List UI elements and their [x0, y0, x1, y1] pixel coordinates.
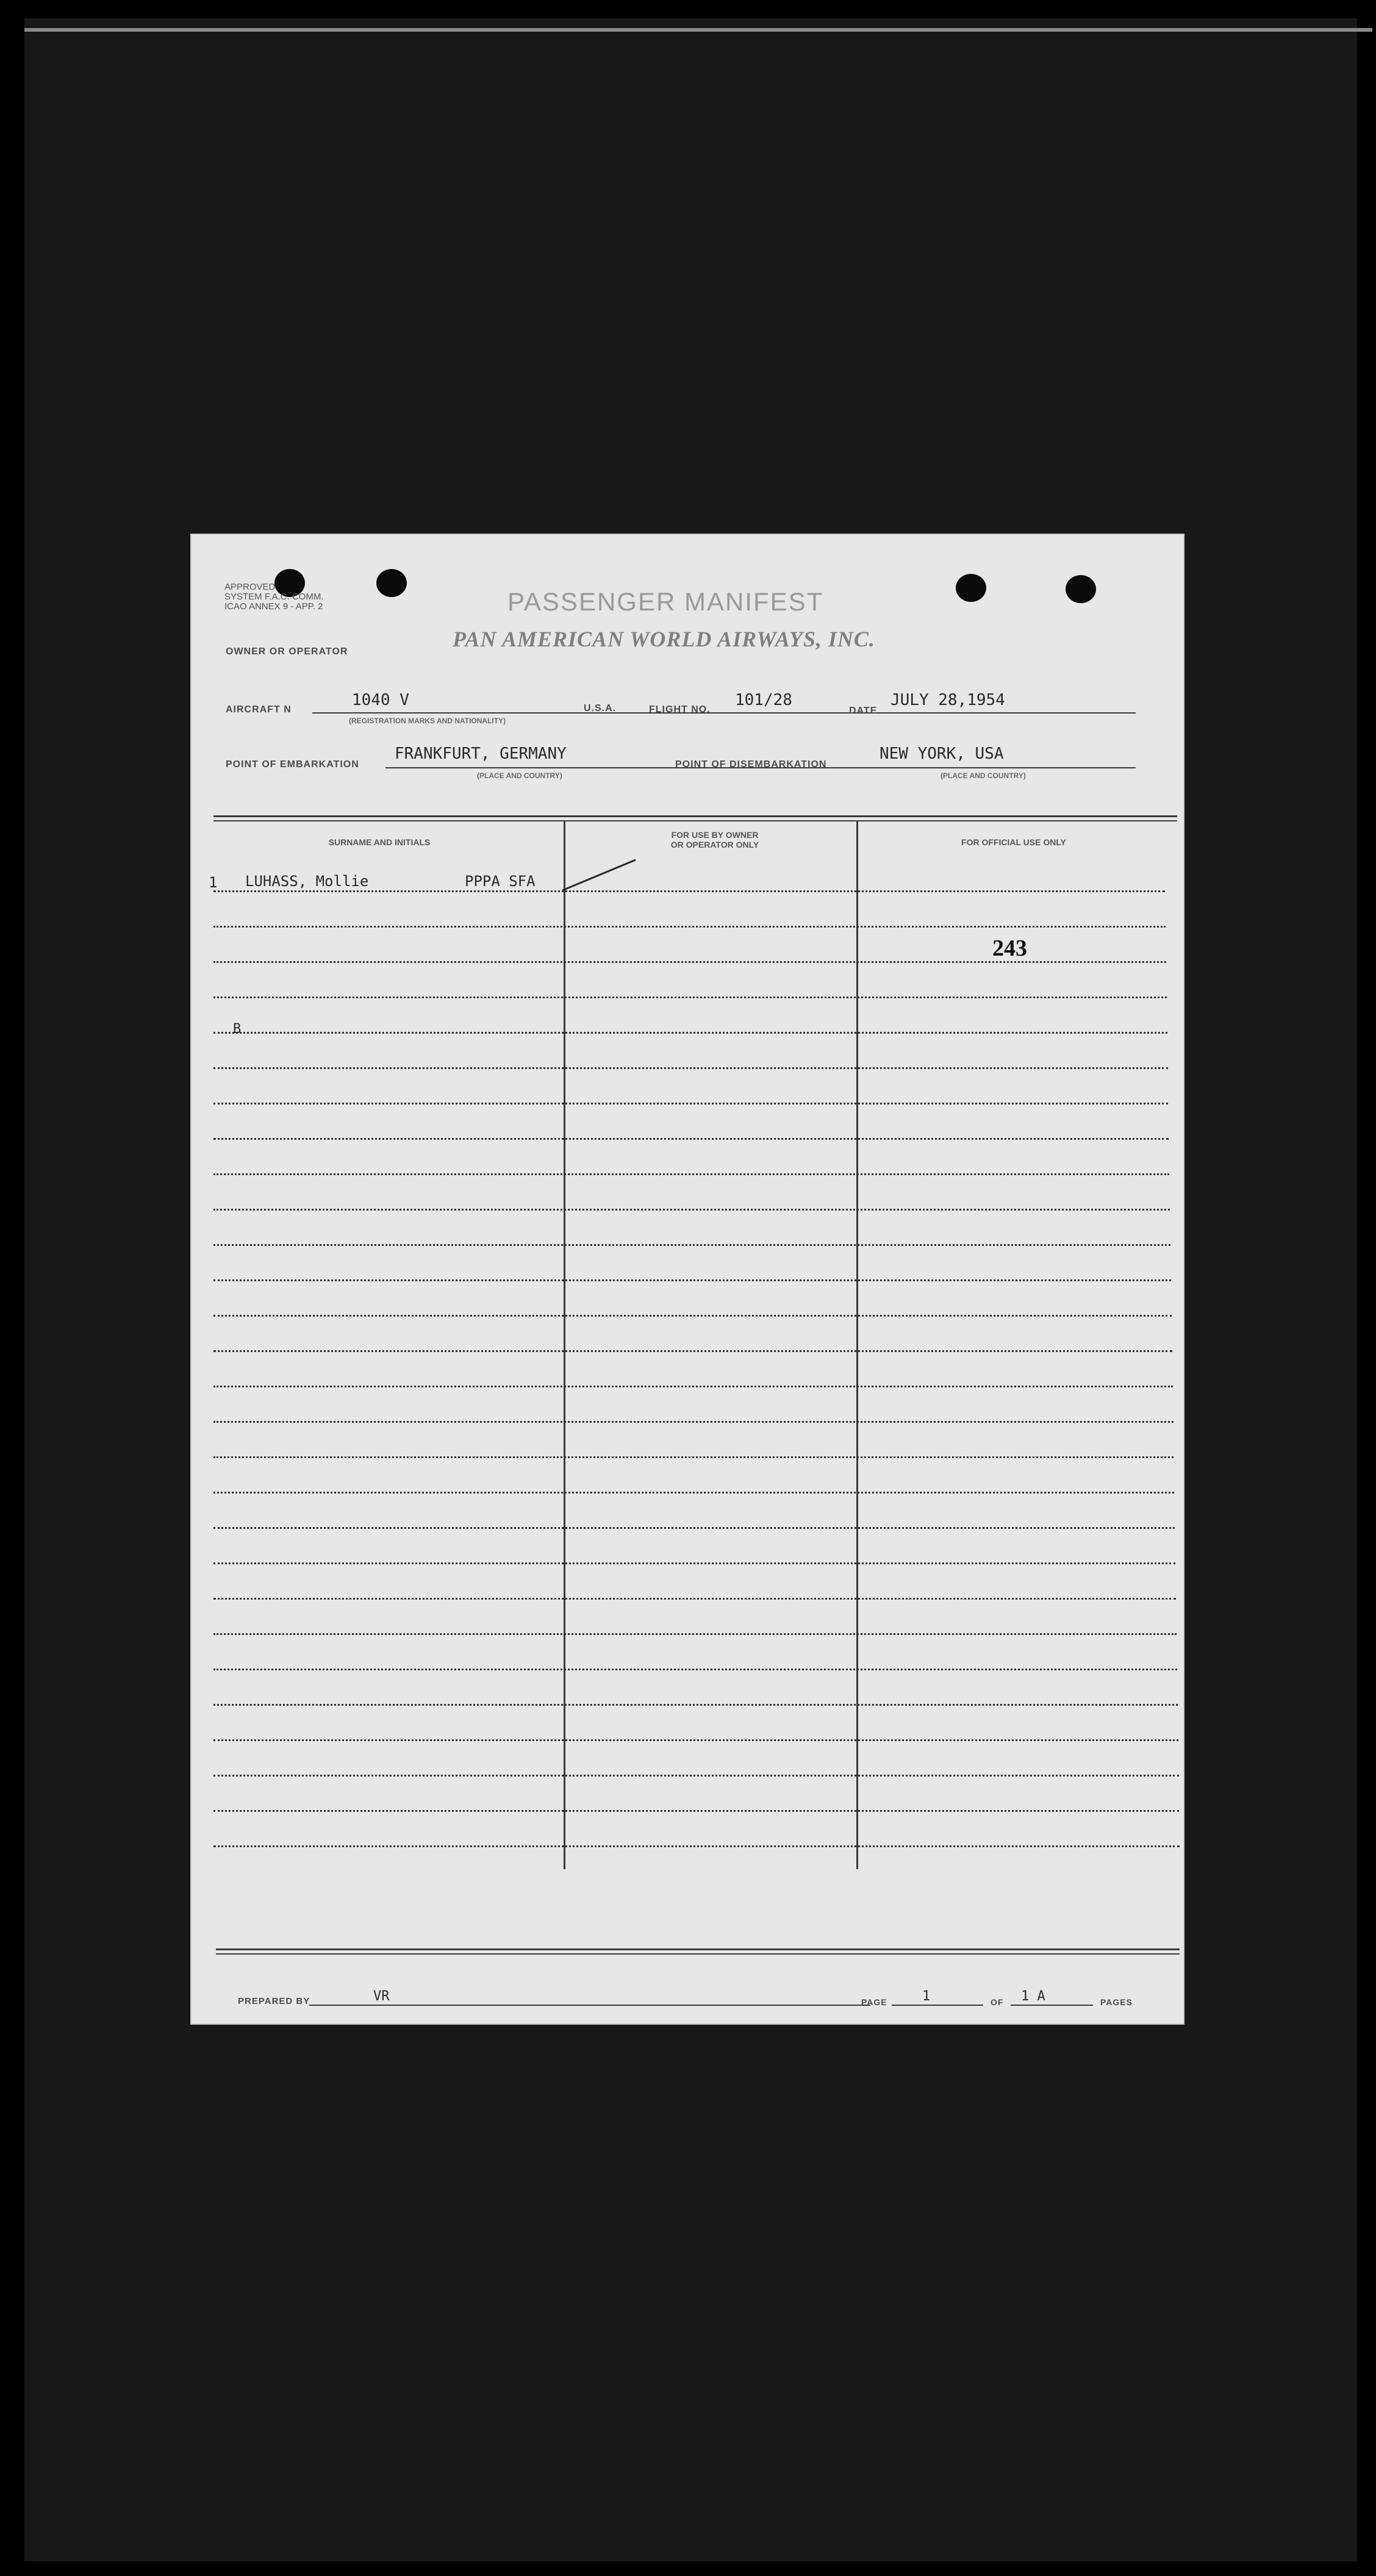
official-stamp-number: 243	[992, 936, 1027, 961]
table-top-rule	[213, 815, 1177, 817]
table-row-rule	[213, 1492, 1174, 1494]
passenger-name: LUHASS, Mollie	[245, 873, 369, 890]
table-row-rule	[213, 926, 1166, 928]
table-row-rule	[213, 1244, 1170, 1246]
punch-hole	[956, 574, 986, 602]
punch-hole	[1066, 575, 1096, 603]
table-row-rule	[213, 996, 1167, 998]
date-label: DATE	[849, 706, 878, 716]
page-label: PAGE	[861, 1997, 887, 2007]
table-row-rule	[213, 1669, 1177, 1670]
date-value: JULY 28,1954	[890, 691, 1005, 709]
embarkation-label: POINT OF EMBARKATION	[226, 759, 359, 770]
of-label: OF	[991, 1997, 1004, 2007]
manifest-sheet	[190, 534, 1184, 2025]
table-row-rule	[213, 1279, 1171, 1281]
flight-label: FLIGHT NO.	[649, 704, 711, 715]
passenger-code: PPPA SFA	[465, 873, 536, 890]
page-title: PASSENGER MANIFEST	[507, 587, 824, 616]
table-row-rule	[213, 1704, 1178, 1706]
table-row-rule	[213, 1421, 1174, 1423]
table-row-rule	[213, 1775, 1179, 1776]
table-row-rule	[213, 1386, 1173, 1387]
table-row-rule	[213, 1527, 1175, 1529]
table-row-rule	[213, 1350, 1172, 1352]
flight-value: 101/28	[735, 691, 792, 709]
table-row-rule	[213, 1598, 1176, 1600]
table-row-rule	[213, 1103, 1168, 1104]
table-row-rule	[213, 1032, 1167, 1034]
column-divider	[564, 820, 565, 1869]
column-header-operator: FOR USE BY OWNER OR OPERATOR ONLY	[670, 830, 759, 850]
table-row-rule	[213, 1562, 1175, 1564]
owner-label: OWNER OR OPERATOR	[226, 646, 348, 657]
table-row-rule	[213, 1739, 1178, 1741]
table-row-rule	[213, 890, 1165, 892]
disembarkation-underline	[855, 767, 1136, 768]
date-underline	[886, 712, 1136, 714]
table-top-rule-2	[213, 820, 1177, 821]
pen-stroke	[556, 854, 642, 896]
usa-label: U.S.A.	[584, 703, 617, 714]
table-row-rule	[213, 1067, 1168, 1069]
disembarkation-note: (PLACE AND COUNTRY)	[941, 771, 1026, 780]
film-edge	[24, 28, 1372, 32]
table-bottom-rule	[216, 1948, 1180, 1950]
aircraft-value: 1040 V	[352, 691, 409, 709]
disembarkation-value: NEW YORK, USA	[880, 745, 1004, 763]
page-underline	[892, 2005, 983, 2006]
table-row-rule	[213, 1315, 1172, 1317]
table-row-rule	[213, 1810, 1179, 1812]
pages-label: PAGES	[1100, 1997, 1133, 2007]
table-row-rule	[213, 1456, 1174, 1458]
column-divider	[856, 820, 858, 1869]
table-row-rule	[213, 1633, 1177, 1635]
embarkation-value: FRANKFURT, GERMANY	[395, 745, 567, 763]
prepared-label: PREPARED BY	[238, 1996, 310, 2006]
column-header-surname: SURNAME AND INITIALS	[328, 837, 431, 847]
page-value: 1	[922, 1989, 931, 2004]
prepared-underline	[309, 2005, 870, 2006]
table-row-rule	[213, 1138, 1169, 1140]
table-row-rule	[213, 1209, 1170, 1211]
row-mark: B	[233, 1021, 242, 1037]
table-bottom-rule-2	[216, 1953, 1180, 1955]
owner-value: PAN AMERICAN WORLD AIRWAYS, INC.	[453, 627, 875, 651]
column-header-official: FOR OFFICIAL USE ONLY	[961, 837, 1066, 847]
disembarkation-label: POINT OF DISEMBARKATION	[675, 759, 827, 770]
of-underline	[1011, 2005, 1093, 2006]
aircraft-label: AIRCRAFT N	[226, 704, 292, 715]
aircraft-note: (REGISTRATION MARKS AND NATIONALITY)	[349, 717, 506, 725]
row-number: 1	[209, 874, 218, 891]
table-row-rule	[213, 1173, 1169, 1175]
punch-hole	[376, 569, 407, 597]
embarkation-note: (PLACE AND COUNTRY)	[477, 771, 562, 780]
prepared-value: VR	[373, 1989, 390, 2004]
approval-note: APPROVED SYSTEM F.A.C. COMM. ICAO ANNEX 9 - APP. 2	[224, 582, 324, 612]
table-row-rule	[213, 1845, 1180, 1847]
of-value: 1 A	[1021, 1989, 1045, 2004]
